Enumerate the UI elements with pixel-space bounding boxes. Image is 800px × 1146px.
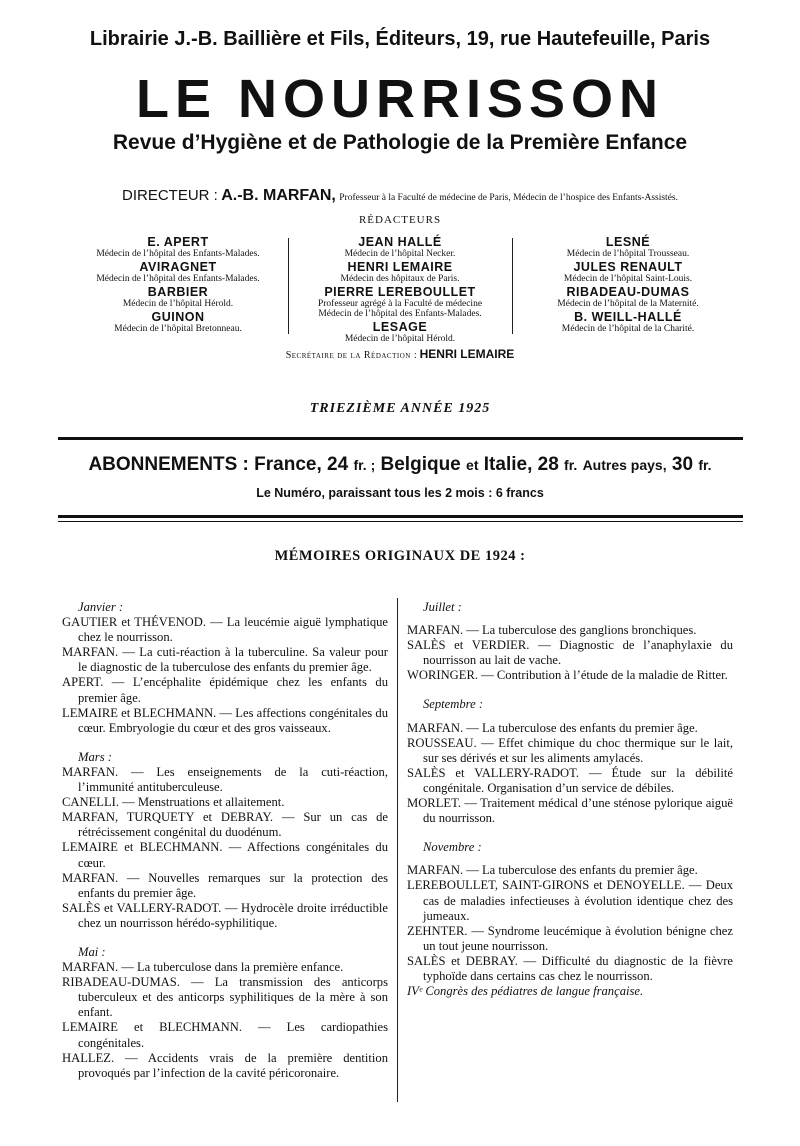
list-item: MARFAN. — Les enseignements de la cuti-réaction, l’immunité antituberculeuse. [62,764,388,795]
memoires-title: MÉMOIRES ORIGINAUX DE 1924 : [274,548,526,564]
memoires-left-column [62,600,388,1081]
publisher-line: Librairie J.-B. Baillière et Fils, Éditeurs, 19, rue Hautefeuille, Paris [89,28,711,50]
redacteurs-right-column [508,236,748,336]
list-item: MARFAN. — La tuberculose dans la première enfance. [62,960,344,975]
numero-line: Le Numéro, paraissant tous les 2 mois : 6 francs [256,486,544,500]
list-item: CANELLI. — Menstruations et allaitement. [62,795,285,810]
column-divider [397,598,398,1102]
double-rule-bottom [58,521,743,522]
redacteur: HENRI LEMAIRE Médecin des hôpitaux de Paris. [340,260,460,284]
list-item: LEMAIRE et BLECHMANN. — Les cardiopathies congénitales. [62,1020,388,1050]
journal-title: LE NOURRISSON [135,69,665,129]
list-item: MARFAN. — La tuberculose des enfants du premier âge. [407,863,698,878]
year-line: TRIEZIÈME ANNÉE 1925 [309,401,491,416]
list-item: MARFAN. — Nouvelles remarques sur la protection des enfants du premier âge. [62,870,388,900]
list-item: SALÈS et VALLERY-RADOT. — Étude sur la débilité congénitale. Organisation d’un service de débiles. [407,765,733,795]
memoires-right-column [407,600,733,999]
double-rule-top [58,515,743,518]
redacteurs-center-column [280,236,520,346]
list-item: LEMAIRE et BLECHMANN. — Les affections congénitales du cœur. Embryologie du cœur et des gros vaisseaux. [62,705,388,735]
redacteur: LESAGE Médecin de l’hôpital Hérold. [344,320,456,344]
month-heading: Juillet : [423,600,462,614]
top-divider [58,437,743,440]
list-item: LEREBOULLET, SAINT-GIRONS et DENOYELLE. — Deux cas de maladies infectieuses à évolution identique chez des jumeaux. [407,878,733,923]
redacteur: JULES RENAULT Médecin de l’hôpital Saint-Louis. [563,260,693,284]
list-item: SALÈS et VERDIER. — Diagnostic de l’anaphylaxie du nourrisson au lait de vache. [407,638,733,668]
list-item: LEMAIRE et BLECHMANN. — Affections congénitales du cœur. [62,840,388,870]
list-item: RIBADEAU-DUMAS. — La transmission des anticorps tuberculeux et des anticorps syphilitiques de la mère à son enfant. [62,975,388,1020]
month-heading: Mai : [78,944,106,959]
list-item: GAUTIER et THÉVENOD. — La leucémie aiguë lymphatique chez le nourrisson. [62,615,388,645]
redacteur: E. APERT Médecin de l’hôpital des Enfants-Malades. [96,235,260,259]
list-item: ROUSSEAU. — Effet chimique du choc thermique sur le lait, sur ses dérivés et sur les aliments amylacés. [407,735,733,765]
secretaire-name: HENRI LEMAIRE [419,347,515,361]
list-item: SALÈS et VALLERY-RADOT. — Hydrocèle droite irréductible chez un nourrisson hérédo-syphilitique. [62,900,388,930]
list-item: SALÈS et DEBRAY. — Difficulté du diagnostic de la fièvre typhoïde dans certains cas chez le nourrisson. [407,953,733,983]
price-italie: Italie, 28 [483,454,559,475]
redacteur: LESNÉ Médecin de l’hôpital Trousseau. [566,235,690,259]
price-belgique: Belgique [380,454,461,475]
list-item: MORLET. — Traitement médical d’une sténose pylorique aiguë du nourrisson. [407,796,733,826]
congres-note: IVᵉ Congrès des pédiatres de langue française. [407,984,644,999]
redacteur: AVIRAGNET Médecin de l’hôpital des Enfants-Malades. [96,260,260,284]
list-item: WORINGER. — Contribution à l’étude de la maladie de Ritter. [407,668,728,683]
list-item: MARFAN. — La tuberculose des ganglions bronchiques. [407,623,697,638]
list-item: APERT. — L’encéphalite épidémique chez les enfants du premier âge. [62,675,388,705]
director-description: Professeur à la Faculté de médecine de Paris, Médecin de l’hospice des Enfants-Assistés. [339,193,678,203]
redacteur: RIBADEAU-DUMAS Médecin de l’hôpital de la Maternité. [557,285,699,309]
redacteur: JEAN HALLÉ Médecin de l’hôpital Necker. [344,235,456,259]
list-item: MARFAN. — La cuti-réaction à la tuberculine. Sa valeur pour le diagnostic de la tuberculose des enfants du premier âge. [62,645,388,675]
director-name: A.-B. MARFAN, [221,187,336,204]
month-heading: Septembre : [423,697,484,712]
month-heading: Mars : [78,749,112,764]
director-label: DIRECTEUR : [122,187,218,204]
journal-subtitle: Revue d’Hygiène et de Pathologie de la Première Enfance [112,131,688,154]
abonnements-label: ABONNEMENTS : [88,454,249,475]
redacteur: B. WEILL-HALLÉ Médecin de l’hôpital de la Charité. [561,310,695,334]
redacteurs-left-column [58,236,298,336]
list-item: MARFAN. — La tuberculose des enfants du premier âge. [407,720,698,735]
month-heading: Janvier : [78,600,124,614]
redacteurs-label: RÉDACTEURS [358,214,442,226]
redacteur: PIERRE LEREBOULLET Professeur agrégé à la Faculté de médecine Médecin de l’hôpital des Enfants-Malades. [317,285,483,319]
price-autres: 30 [671,454,694,475]
price-france: France, 24 [254,454,349,475]
secretaire-line [0,347,800,361]
redacteur: BARBIER Médecin de l’hôpital Hérold. [122,285,234,309]
secretaire-label: Secrétaire de la Rédaction : [285,350,418,361]
list-item: ZEHNTER. — Syndrome leucémique à évolution bénigne chez un tout jeune nourrisson. [407,923,733,953]
month-heading: Novembre : [423,840,482,855]
redacteur: GUINON Médecin de l’hôpital Bretonneau. [114,310,242,334]
director-line [0,187,800,205]
list-item: HALLEZ. — Accidents vrais de la première dentition provoqués par l’infection de la cavité péricoronaire. [62,1050,388,1080]
list-item: MARFAN, TURQUETY et DEBRAY. — Sur un cas de rétrécissement congénital du duodénum. [62,810,388,840]
abonnements-line: ABONNEMENTS : France, 24 fr. ; Belgique et Italie, 28 fr. Autres pays, 30 fr. [88,454,712,475]
